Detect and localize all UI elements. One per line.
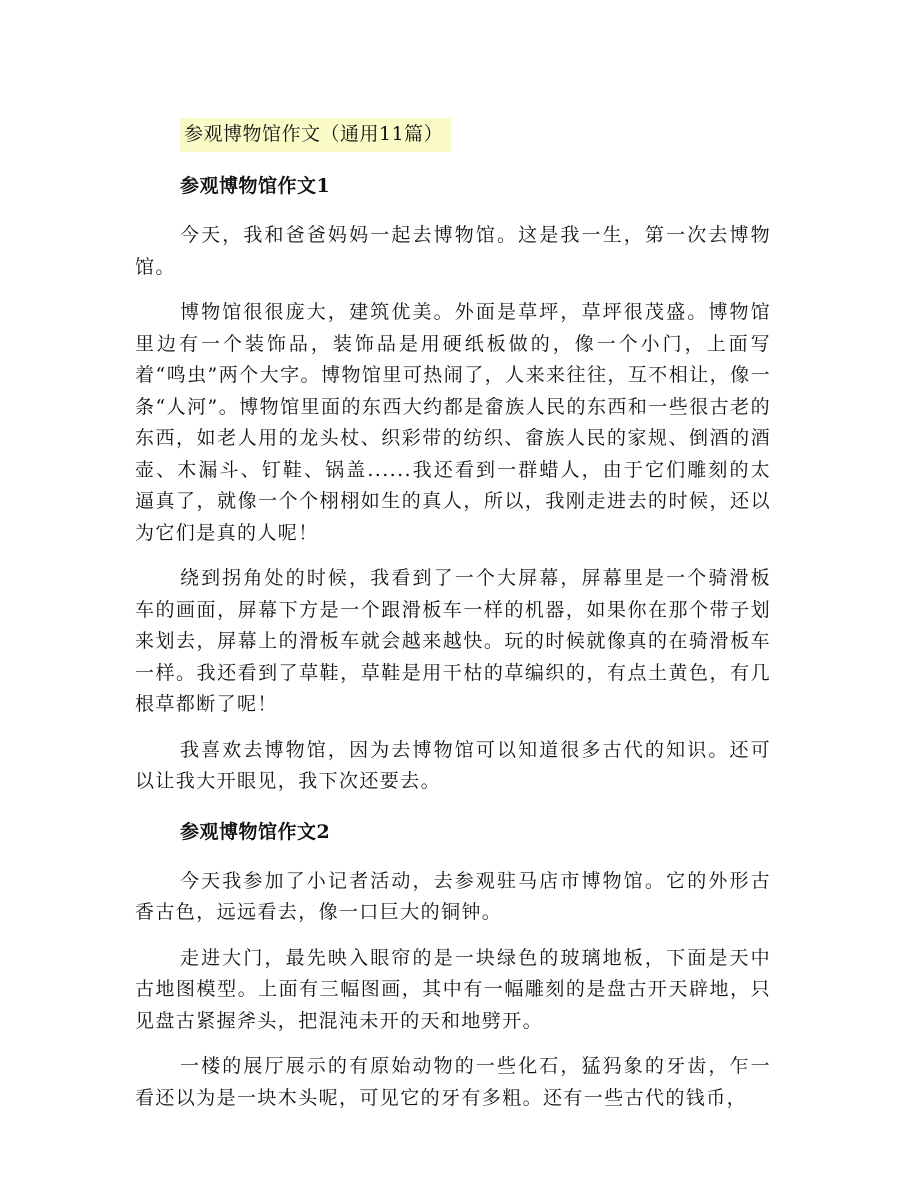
essay-section-2	[135, 817, 771, 1115]
paragraph: 博物馆很很庞大，建筑优美。外面是草坪，草坪很茂盛。博物馆里边有一个装饰品，装饰品是用硬纸板做的，像一个小门，上面写着“鸣虫”两个大字。博物馆里可热闹了，人来来往往，互不相让，像一条“人河”。博物馆里面的东西大约都是畲族人民的东西和一些很古老的东西，如老人用的龙头杖、织彩带的纺织、畲族人民的家规、倒酒的酒壶、木漏斗、钉鞋、锅盖......我还看到一群蜡人，由于它们雕刻的太逼真了，就像一个个栩栩如生的真人，所以，我刚走进去的时候，还以为它们是真的人呢！	[135, 301, 771, 544]
paragraph: 今天，我和爸爸妈妈一起去博物馆。这是我一生，第一次去博物馆。	[135, 224, 771, 278]
paragraph: 绕到拐角处的时候，我看到了一个大屏幕，屏幕里是一个骑滑板车的画面，屏幕下方是一个跟滑板车一样的机器，如果你在那个带子划来划去，屏幕上的滑板车就会越来越快。玩的时候就像真的在骑滑板车一样。我还看到了草鞋，草鞋是用干枯的草编织的，有点土黄色，有几根草都断了呢！	[135, 567, 771, 715]
paragraph: 一楼的展厅展示的有原始动物的一些化石，猛犸象的牙齿，乍一看还以为是一块木头呢，可见它的牙有多粗。还有一些古代的钱币，	[135, 1055, 771, 1109]
section-heading: 参观博物馆作文2	[180, 820, 331, 843]
paragraph: 我喜欢去博物馆，因为去博物馆可以知道很多古代的知识。还可以让我大开眼见，我下次还要去。	[135, 738, 771, 792]
document-page	[135, 118, 771, 1114]
essay-section-1	[135, 171, 771, 798]
paragraph: 走进大门，最先映入眼帘的是一块绿色的玻璃地板，下面是天中古地图模型。上面有三幅图画，其中有一幅雕刻的是盘古开天辟地，只见盘古紧握斧头，把混沌未开的天和地劈开。	[135, 946, 771, 1032]
paragraph: 今天我参加了小记者活动，去参观驻马店市博物馆。它的外形古香古色，远远看去，像一口巨大的铜钟。	[135, 869, 771, 923]
document-title: 参观博物馆作文（通用11篇）	[180, 118, 451, 152]
section-heading: 参观博物馆作文1	[180, 175, 331, 197]
